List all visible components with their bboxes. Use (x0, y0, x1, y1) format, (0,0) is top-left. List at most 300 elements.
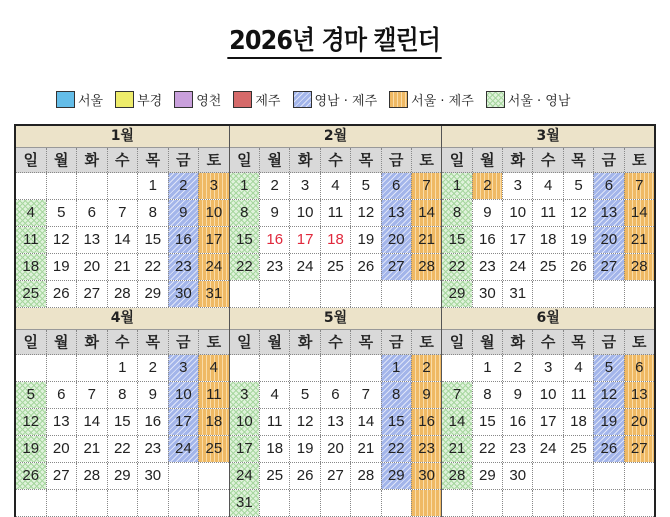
month-header: 1월 (16, 126, 229, 148)
date-cell: 11 (259, 409, 289, 435)
date-cell: 16 (259, 227, 289, 253)
date-cell: 17 (168, 409, 199, 435)
date-cell: 18 (198, 409, 229, 435)
legend-item (56, 90, 103, 109)
date-cell: 20 (320, 436, 350, 462)
empty-cell (350, 490, 380, 516)
date-cell: 9 (259, 200, 289, 226)
date-cell: 22 (381, 436, 411, 462)
date-cell: 17 (289, 227, 319, 253)
empty-cell (76, 490, 107, 516)
date-cell: 1 (442, 173, 471, 199)
empty-cell (76, 173, 107, 199)
date-cell: 26 (289, 463, 319, 489)
date-cell: 12 (16, 409, 46, 435)
date-cell: 13 (76, 227, 107, 253)
date-cell: 14 (624, 200, 654, 226)
date-cell: 2 (411, 355, 441, 381)
weekday-label: 금 (168, 330, 199, 354)
weekday-label: 화 (502, 330, 532, 354)
date-cell: 29 (137, 281, 168, 307)
date-cell: 30 (137, 463, 168, 489)
empty-cell (624, 490, 654, 516)
empty-cell (168, 490, 199, 516)
date-cell: 22 (107, 436, 138, 462)
week-row (16, 281, 229, 308)
weekday-label: 일 (23, 151, 38, 169)
weekday-label: 토 (624, 148, 654, 172)
weekday-label: 일 (449, 151, 465, 169)
date-cell: 5 (289, 382, 319, 408)
weekday-header-row (230, 148, 442, 173)
week-row (442, 254, 654, 281)
weekday-label: 금 (593, 148, 623, 172)
date-cell: 15 (381, 409, 411, 435)
date-cell: 12 (46, 227, 77, 253)
date-cell: 22 (472, 436, 502, 462)
week-row (230, 409, 442, 436)
weekday-label: 월 (46, 148, 77, 172)
date-cell: 10 (168, 382, 199, 408)
date-cell: 13 (46, 409, 77, 435)
date-cell: 13 (320, 409, 350, 435)
legend-label: 영남 · 제주 (314, 93, 378, 109)
week-row (442, 382, 654, 409)
date-cell: 14 (350, 409, 380, 435)
date-cell: 1 (107, 355, 138, 381)
month-panel (16, 308, 229, 517)
weekday-label: 수 (532, 148, 562, 172)
date-cell: 19 (350, 227, 380, 253)
week-row (16, 382, 229, 409)
week-row (442, 463, 654, 490)
week-row (16, 227, 229, 254)
weekday-header-row (230, 330, 442, 355)
date-cell: 12 (563, 200, 593, 226)
week-row (16, 355, 229, 382)
date-cell: 11 (16, 227, 46, 253)
date-cell: 9 (411, 382, 441, 408)
week-row (442, 173, 654, 200)
date-cell: 23 (411, 436, 441, 462)
date-cell: 4 (563, 355, 593, 381)
week-row (442, 200, 654, 227)
month-panel (229, 308, 442, 517)
date-cell: 16 (502, 409, 532, 435)
legend-label: 서울 · 영남 (507, 93, 571, 109)
empty-cell (381, 281, 411, 307)
empty-cell (563, 490, 593, 516)
date-cell: 8 (442, 200, 471, 226)
weekday-header-row (16, 330, 229, 355)
empty-cell (320, 490, 350, 516)
empty-cell (532, 490, 562, 516)
legend-item (486, 90, 571, 109)
date-cell: 9 (502, 382, 532, 408)
date-cell: 26 (593, 436, 623, 462)
empty-cell (563, 463, 593, 489)
date-cell: 26 (46, 281, 77, 307)
date-cell: 28 (76, 463, 107, 489)
date-cell: 12 (289, 409, 319, 435)
empty-cell (624, 463, 654, 489)
date-cell: 16 (137, 409, 168, 435)
date-cell: 13 (593, 200, 623, 226)
date-cell: 20 (624, 409, 654, 435)
weekday-header-row (442, 148, 654, 173)
date-cell: 3 (532, 355, 562, 381)
empty-cell (198, 490, 229, 516)
date-cell: 12 (350, 200, 380, 226)
date-cell: 10 (502, 200, 532, 226)
date-cell: 21 (76, 436, 107, 462)
date-cell: 9 (137, 382, 168, 408)
date-cell: 30 (502, 463, 532, 489)
empty-cell (259, 355, 289, 381)
legend-label: 서울 · 제주 (411, 93, 474, 109)
date-cell: 27 (593, 254, 623, 280)
week-row (442, 355, 654, 382)
date-cell: 6 (46, 382, 77, 408)
date-cell: 16 (472, 227, 502, 253)
date-cell: 25 (320, 254, 350, 280)
weekday-label: 일 (23, 333, 38, 351)
date-cell: 5 (16, 382, 46, 408)
date-cell: 3 (289, 173, 319, 199)
date-cell: 25 (198, 436, 229, 462)
empty-cell (624, 281, 654, 307)
empty-cell (532, 281, 562, 307)
date-cell: 8 (137, 200, 168, 226)
date-cell: 14 (411, 200, 441, 226)
legend-item (115, 90, 162, 109)
date-cell: 3 (230, 382, 259, 408)
date-cell: 28 (411, 254, 441, 280)
weekday-label: 화 (502, 148, 532, 172)
date-cell: 14 (107, 227, 138, 253)
date-cell: 4 (16, 200, 46, 226)
date-cell: 24 (230, 463, 259, 489)
legend-swatch-icon (486, 91, 505, 108)
weekday-label: 화 (289, 148, 319, 172)
empty-cell (168, 463, 199, 489)
date-cell: 24 (289, 254, 319, 280)
date-cell: 2 (259, 173, 289, 199)
date-cell: 5 (593, 355, 623, 381)
date-cell: 10 (532, 382, 562, 408)
weekday-label: 수 (320, 148, 350, 172)
date-cell: 11 (563, 382, 593, 408)
date-cell: 21 (624, 227, 654, 253)
title-text: 2026년 경마 캘린더 (228, 26, 443, 59)
date-cell: 3 (502, 173, 532, 199)
date-cell: 17 (502, 227, 532, 253)
weekday-label: 화 (76, 148, 107, 172)
date-cell: 19 (16, 436, 46, 462)
date-cell: 10 (230, 409, 259, 435)
date-cell: 8 (381, 382, 411, 408)
date-cell: 20 (381, 227, 411, 253)
date-cell: 18 (259, 436, 289, 462)
page-title (0, 26, 670, 59)
week-row (230, 281, 442, 308)
date-cell: 20 (76, 254, 107, 280)
weekday-label: 목 (137, 330, 168, 354)
date-cell: 7 (624, 173, 654, 199)
date-cell: 18 (16, 254, 46, 280)
empty-cell (411, 281, 441, 307)
month-header: 2월 (230, 126, 442, 148)
empty-cell (320, 355, 350, 381)
date-cell: 3 (198, 173, 229, 199)
date-cell: 23 (502, 436, 532, 462)
legend-label: 부경 (137, 93, 163, 109)
week-row (230, 463, 442, 490)
week-row (230, 382, 442, 409)
date-cell: 30 (472, 281, 502, 307)
legend-label: 영천 (196, 93, 222, 109)
week-row (16, 173, 229, 200)
empty-cell (137, 490, 168, 516)
date-cell: 2 (168, 173, 199, 199)
empty-cell (46, 355, 77, 381)
empty-cell (593, 463, 623, 489)
empty-cell (107, 490, 138, 516)
empty-cell (442, 490, 471, 516)
empty-cell (198, 463, 229, 489)
week-row (16, 254, 229, 281)
weekday-label: 수 (107, 148, 138, 172)
date-cell: 23 (137, 436, 168, 462)
date-cell: 27 (320, 463, 350, 489)
weekday-label: 일 (237, 151, 252, 169)
empty-cell (350, 281, 380, 307)
empty-cell (563, 281, 593, 307)
date-cell: 31 (230, 490, 259, 516)
legend-label: 제주 (255, 93, 281, 109)
week-row (16, 436, 229, 463)
week-row (442, 281, 654, 308)
month-header: 5월 (230, 308, 442, 330)
date-cell: 16 (168, 227, 199, 253)
weekday-label: 토 (411, 148, 441, 172)
weekday-label: 금 (593, 330, 623, 354)
weekday-label: 화 (76, 330, 107, 354)
date-cell: 21 (350, 436, 380, 462)
legend-swatch-icon (174, 91, 193, 108)
date-cell: 17 (532, 409, 562, 435)
date-cell: 25 (259, 463, 289, 489)
date-cell: 27 (624, 436, 654, 462)
date-cell: 22 (442, 254, 471, 280)
date-cell: 14 (76, 409, 107, 435)
empty-cell (502, 490, 532, 516)
weekday-label: 목 (563, 330, 593, 354)
weekday-label: 토 (198, 148, 229, 172)
weekday-label: 화 (289, 330, 319, 354)
week-row (230, 490, 442, 517)
date-cell: 9 (472, 200, 502, 226)
date-cell: 31 (198, 281, 229, 307)
weekday-label: 목 (137, 148, 168, 172)
week-row (230, 254, 442, 281)
date-cell: 24 (198, 254, 229, 280)
date-cell: 29 (472, 463, 502, 489)
legend (56, 88, 582, 110)
date-cell: 11 (198, 382, 229, 408)
date-cell: 5 (563, 173, 593, 199)
date-cell: 15 (137, 227, 168, 253)
empty-cell (289, 355, 319, 381)
date-cell: 31 (502, 281, 532, 307)
weekday-label: 일 (237, 333, 252, 351)
date-cell: 20 (593, 227, 623, 253)
empty-cell (76, 355, 107, 381)
empty-cell (289, 490, 319, 516)
empty-cell (411, 490, 441, 516)
empty-cell (442, 355, 471, 381)
weekday-label: 토 (198, 330, 229, 354)
empty-cell (532, 463, 562, 489)
weekday-label: 토 (624, 330, 654, 354)
date-cell: 5 (46, 200, 77, 226)
date-cell: 9 (168, 200, 199, 226)
date-cell: 21 (411, 227, 441, 253)
weekday-label: 월 (259, 148, 289, 172)
date-cell: 24 (168, 436, 199, 462)
date-cell: 10 (289, 200, 319, 226)
date-cell: 6 (381, 173, 411, 199)
empty-cell (472, 490, 502, 516)
weekday-label: 목 (350, 148, 380, 172)
week-row (230, 227, 442, 254)
date-cell: 2 (502, 355, 532, 381)
date-cell: 7 (76, 382, 107, 408)
date-cell: 28 (107, 281, 138, 307)
date-cell: 8 (107, 382, 138, 408)
date-cell: 22 (137, 254, 168, 280)
week-row (16, 490, 229, 517)
date-cell: 10 (198, 200, 229, 226)
date-cell: 15 (472, 409, 502, 435)
date-cell: 18 (532, 227, 562, 253)
month-panel (229, 126, 442, 308)
date-cell: 23 (472, 254, 502, 280)
legend-swatch-icon (115, 91, 134, 108)
weekday-label: 금 (381, 330, 411, 354)
weekday-label: 월 (259, 330, 289, 354)
date-cell: 7 (350, 382, 380, 408)
date-cell: 1 (230, 173, 259, 199)
month-header: 3월 (442, 126, 654, 148)
week-row (230, 355, 442, 382)
week-row (230, 173, 442, 200)
week-row (230, 436, 442, 463)
date-cell: 19 (289, 436, 319, 462)
legend-item (389, 90, 474, 109)
date-cell: 15 (107, 409, 138, 435)
date-cell: 21 (107, 254, 138, 280)
date-cell: 26 (350, 254, 380, 280)
month-header: 4월 (16, 308, 229, 330)
date-cell: 19 (593, 409, 623, 435)
legend-label: 서울 (78, 93, 104, 109)
date-cell: 2 (472, 173, 502, 199)
weekday-label: 금 (168, 148, 199, 172)
date-cell: 27 (46, 463, 77, 489)
date-cell: 15 (230, 227, 259, 253)
empty-cell (593, 490, 623, 516)
month-panel (16, 126, 229, 308)
weekday-label: 목 (563, 148, 593, 172)
date-cell: 6 (76, 200, 107, 226)
weekday-label: 월 (46, 330, 77, 354)
date-cell: 27 (381, 254, 411, 280)
week-row (442, 490, 654, 517)
date-cell: 4 (532, 173, 562, 199)
date-cell: 8 (230, 200, 259, 226)
date-cell: 3 (168, 355, 199, 381)
date-cell: 6 (320, 382, 350, 408)
date-cell: 8 (472, 382, 502, 408)
date-cell: 1 (137, 173, 168, 199)
month-block (16, 126, 654, 308)
empty-cell (16, 173, 46, 199)
empty-cell (107, 173, 138, 199)
date-cell: 25 (532, 254, 562, 280)
date-cell: 15 (442, 227, 471, 253)
date-cell: 4 (320, 173, 350, 199)
month-block (16, 308, 654, 517)
empty-cell (16, 490, 46, 516)
date-cell: 4 (198, 355, 229, 381)
date-cell: 19 (563, 227, 593, 253)
date-cell: 1 (472, 355, 502, 381)
month-panel (441, 308, 654, 517)
date-cell: 26 (16, 463, 46, 489)
date-cell: 30 (411, 463, 441, 489)
date-cell: 28 (350, 463, 380, 489)
date-cell: 27 (76, 281, 107, 307)
legend-swatch-icon (233, 91, 252, 108)
empty-cell (381, 490, 411, 516)
date-cell: 29 (442, 281, 471, 307)
month-header: 6월 (442, 308, 654, 330)
legend-item (174, 90, 221, 109)
legend-item (233, 90, 280, 109)
weekday-header-row (16, 148, 229, 173)
month-panel (441, 126, 654, 308)
date-cell: 18 (320, 227, 350, 253)
week-row (16, 463, 229, 490)
date-cell: 12 (593, 382, 623, 408)
date-cell: 28 (624, 254, 654, 280)
weekday-label: 목 (350, 330, 380, 354)
week-row (442, 436, 654, 463)
date-cell: 17 (198, 227, 229, 253)
date-cell: 11 (532, 200, 562, 226)
weekday-label: 수 (320, 330, 350, 354)
weekday-label: 월 (472, 148, 502, 172)
weekday-label: 토 (411, 330, 441, 354)
date-cell: 23 (168, 254, 199, 280)
weekday-label: 금 (381, 148, 411, 172)
date-cell: 23 (259, 254, 289, 280)
date-cell: 18 (563, 409, 593, 435)
weekday-label: 월 (472, 330, 502, 354)
empty-cell (350, 355, 380, 381)
date-cell: 1 (381, 355, 411, 381)
